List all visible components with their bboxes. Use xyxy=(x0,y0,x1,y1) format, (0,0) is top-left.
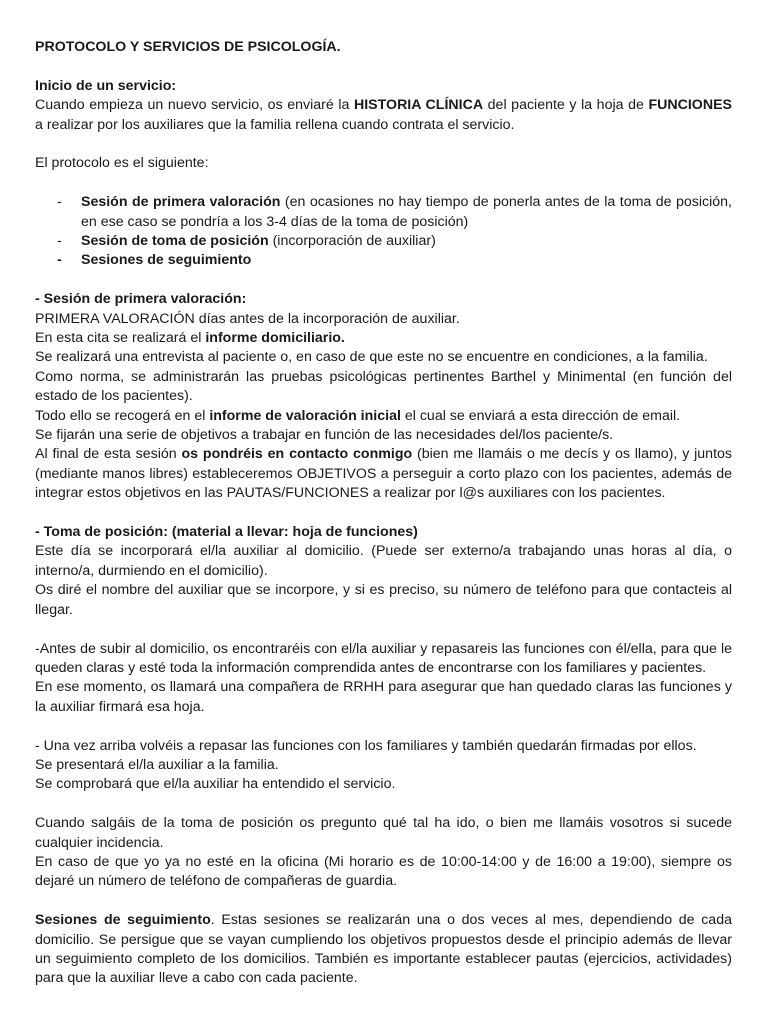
document-page xyxy=(35,38,732,989)
toma-p4: En ese momento, os llamará una compañera de RRHH para asegurar que han quedado claras las funciones y la auxiliar firmará esa hoja. xyxy=(35,679,732,715)
list-item: - Sesión de toma de posición (incorporación de auxiliar) xyxy=(57,233,436,250)
list-item: - Sesiones de seguimiento xyxy=(57,252,252,269)
toma-p3: -Antes de subir al domicilio, os encontraréis con el/la auxiliar y repasareis las funciones con él/ella, para que le queden claras y esté toda la información comprendida antes de encontrarse con los familiares y pacientes. xyxy=(35,640,732,676)
primera-p5: Todo ello se recogerá en el informe de valoración inicial el cual se enviará a esta dirección de email. xyxy=(35,407,681,424)
toma-p7: Se comprobará que el/la auxiliar ha entendido el servicio. xyxy=(35,776,396,793)
toma-p1: Este día se incorporará el/la auxiliar al domicilio. (Puede ser externo/a trabajando unas horas al día, o interno/a, durmiendo en el domicilio). xyxy=(35,543,732,579)
list-item: - Sesión de primera valoración (en ocasiones no hay tiempo de ponerla antes de la toma de posición, en ese caso se pondría a los 3-4 días de la toma de posición) xyxy=(57,194,732,230)
protocol-list xyxy=(35,193,732,271)
primera-p2: En esta cita se realizará el informe domiciliario. xyxy=(35,330,345,347)
primera-p1: PRIMERA VALORACIÓN días antes de la incorporación de auxiliar. xyxy=(35,310,460,327)
inicio-heading: Inicio de un servicio: xyxy=(35,77,177,94)
primera-p7: Al final de esta sesión os pondréis en contacto conmigo (bien me llamáis o me decís y os llamo), y juntos (mediante manos libres) estableceremos OBJETIVOS a perseguir a corto plazo con los pacientes, además de integrar estos objetivos en las PAUTAS/FUNCIONES a realizar por l@s auxiliares con los pacientes. xyxy=(35,446,732,502)
toma-p9: En caso de que yo ya no esté en la oficina (Mi horario es de 10:00-14:00 y de 16:00 a 19:00), siempre os dejaré un número de teléfono de compañeras de guardia. xyxy=(35,853,732,890)
primera-p3: Se realizará una entrevista al paciente o, en caso de que este no se encuentre en condiciones, a la familia. xyxy=(35,349,708,366)
toma-heading: - Toma de posición: (material a llevar: hoja de funciones) xyxy=(35,524,418,541)
seguimiento-paragraph: Sesiones de seguimiento. Estas sesiones se realizarán una o dos veces al mes, dependiendo de cada domicilio. Se persigue que se vayan cumpliendo los objetivos propuestos desde el principio además de llevar un seguimiento completo de los domicilios. También es importante establecer pautas (ejercicios, actividades) para que la auxiliar lleve a cabo con cada paciente. xyxy=(35,912,732,987)
primera-p4: Como norma, se administrarán las pruebas psicológicas pertinentes Barthel y Minimental (en función del estado de los pacientes). xyxy=(35,368,732,405)
toma-p2: Os diré el nombre del auxiliar que se incorpore, y si es preciso, su número de teléfono para que contacteis al llegar. xyxy=(35,582,732,618)
protocol-intro: El protocolo es el siguiente: xyxy=(35,155,209,172)
document-title: PROTOCOLO Y SERVICIOS DE PSICOLOGÍA. xyxy=(35,39,341,55)
primera-p6: Se fijarán una serie de objetivos a trabajar en función de las necesidades del/los paciente/s. xyxy=(35,427,614,444)
toma-p6: Se presentará el/la auxiliar a la familia. xyxy=(35,756,279,773)
toma-p8: Cuando salgáis de la toma de posición os pregunto qué tal ha ido, o bien me llamáis vosotros si sucede cualquier incidencia. xyxy=(35,815,732,851)
toma-p5: - Una vez arriba volvéis a repasar las funciones con los familiares y también quedarán firmadas por ellos. xyxy=(35,737,697,754)
inicio-paragraph: Cuando empieza un nuevo servicio, os enviaré la HISTORIA CLÍNICA del paciente y la hoja de FUNCIONES a realizar por los auxiliares que la familia rellena cuando contrata el servicio. xyxy=(35,97,733,133)
primera-heading: - Sesión de primera valoración: xyxy=(35,291,247,308)
